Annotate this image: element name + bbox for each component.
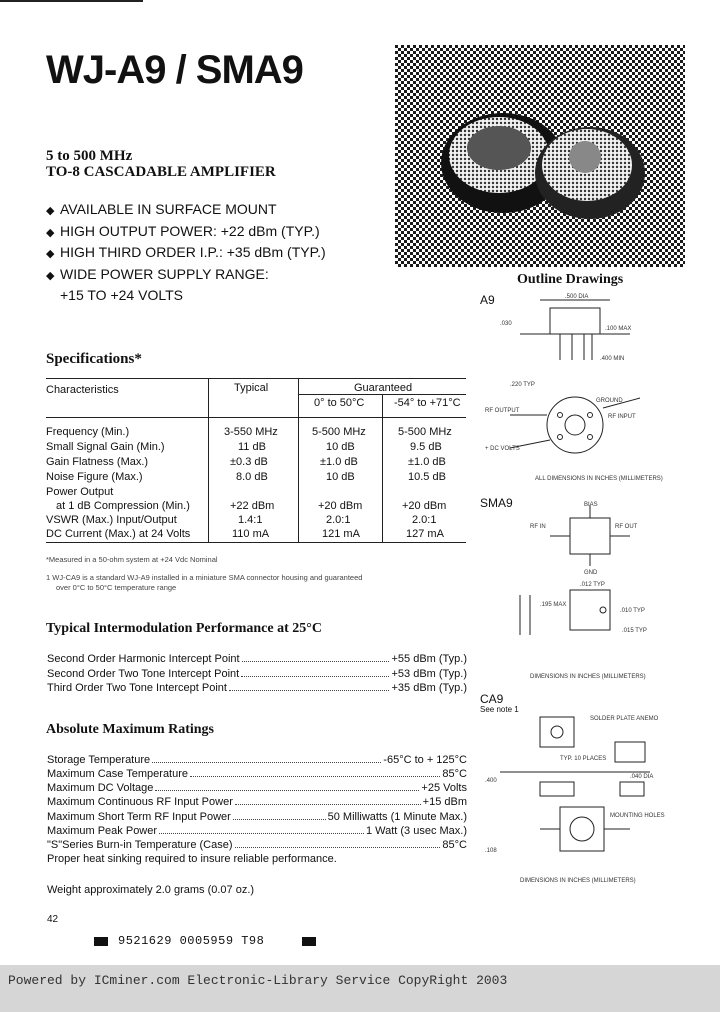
weight-note: Weight approximately 2.0 grams (0.07 oz.): [47, 884, 255, 896]
svg-text:SOLDER PLATE ANEMO: SOLDER PLATE ANEMO: [590, 716, 659, 722]
barcode-mark-right: [302, 937, 316, 946]
diamond-bullet-icon: ◆: [46, 226, 55, 239]
svg-text:DIMENSIONS IN INCHES (MILLIMET: DIMENSIONS IN INCHES (MILLIMETERS): [530, 674, 646, 680]
svg-text:BIAS: BIAS: [584, 502, 598, 508]
svg-text:TYP. 10 PLACES: TYP. 10 PLACES: [560, 756, 607, 762]
spec-footnote-1: 1 WJ-CA9 is a standard WJ-A9 installed in a miniature SMA connector housing and guaranteed: [46, 573, 363, 582]
absmax-row: Storage Temperature -65°C to + 125°C: [47, 754, 467, 766]
svg-text:.108: .108: [485, 848, 497, 854]
col-characteristics: Characteristics: [46, 384, 119, 396]
svg-text:.400 MIN: .400 MIN: [600, 356, 625, 362]
svg-text:MOUNTING HOLES: MOUNTING HOLES: [610, 813, 665, 819]
ca9-note: See note 1: [480, 705, 519, 714]
intermod-heading: Typical Intermodulation Performance at 25°C: [46, 621, 322, 636]
svg-text:.010 TYP: .010 TYP: [620, 608, 645, 614]
absmax-row: Maximum Peak Power 1 Watt (3 usec Max.): [47, 825, 467, 837]
feature-item: ◆ AVAILABLE IN SURFACE MOUNT: [46, 200, 326, 222]
a9-label: A9: [480, 293, 495, 307]
feature-item: ◆ HIGH OUTPUT POWER: +22 dBm (TYP.): [46, 222, 326, 244]
svg-text:DIMENSIONS IN INCHES (MILLIMET: DIMENSIONS IN INCHES (MILLIMETERS): [520, 878, 636, 884]
product-photo: [395, 45, 685, 267]
col-guaranteed: Guaranteed: [354, 382, 413, 394]
svg-text:ALL DIMENSIONS IN INCHES (MILL: ALL DIMENSIONS IN INCHES (MILLIMETERS): [535, 476, 663, 482]
specifications-table: Characteristics Typical Guaranteed 0° to 50°C -54° to +71°C Frequency (Min.) 3-550 MHz 5-500 MHz 5-500 MHz Small Signal Gain (Min.) 11 dB 10 dB 9.5 dB Gain Flatness (Max.) ±0.3 dB ±1.0 dB ±1.0 dB Noise Figure (Max.) 8.0 dB 10 dB 10.5 dB Power Output at 1 dB Compression (Min.) +22 dBm +20 dBm +20 dBm VSWR (Max.) Input/Output 1.4:1 2.0:1 2.0:1 DC Current (Max.) at 24 Volts 110 mA 121 mA 127 mA: [46, 378, 466, 544]
svg-text:.040 DIA: .040 DIA: [630, 774, 654, 780]
spec-footnote-star: *Measured in a 50-ohm system at +24 Vdc Nominal: [46, 555, 218, 564]
svg-text:.195 MAX: .195 MAX: [540, 602, 567, 608]
absmax-row: "S"Series Burn-in Temperature (Case) 85°C: [47, 839, 467, 851]
svg-text:.400: .400: [485, 778, 497, 784]
col-range-54-71: -54° to +71°C: [394, 397, 461, 409]
feature-item: ◆ HIGH THIRD ORDER I.P.: +35 dBm (TYP.): [46, 243, 326, 265]
heat-sink-note: Proper heat sinking required to insure reliable performance.: [47, 853, 337, 865]
barcode-mark-left: [94, 937, 108, 946]
page-title: WJ-A9 / SMA9: [46, 48, 303, 92]
col-typical: Typical: [234, 382, 269, 394]
svg-text:RF INPUT: RF INPUT: [608, 414, 636, 420]
svg-text:.012 TYP: .012 TYP: [580, 582, 605, 588]
col-range-0-50: 0° to 50°C: [314, 397, 365, 409]
svg-text:GND: GND: [584, 570, 598, 576]
intermod-row: Second Order Two Tone Intercept Point +53 dBm (Typ.): [47, 668, 467, 680]
svg-text:RF OUTPUT: RF OUTPUT: [485, 408, 520, 414]
diamond-bullet-icon: ◆: [46, 248, 55, 260]
diamond-bullet-icon: ◆: [46, 205, 55, 217]
spec-footnote-1b: over 0°C to 50°C temperature range: [56, 583, 177, 592]
ca9-outline-drawing: [480, 712, 710, 892]
svg-text:.100 MAX: .100 MAX: [605, 326, 632, 332]
barcode-text: 9521629 0005959 T98: [118, 934, 265, 948]
sma9-label: SMA9: [480, 496, 513, 510]
sma9-outline-drawing: [500, 500, 710, 690]
diamond-bullet-icon: ◆: [46, 269, 55, 282]
svg-text:RF IN: RF IN: [530, 524, 546, 530]
page-number: 42: [47, 914, 59, 925]
feature-item: ◆ WIDE POWER SUPPLY RANGE:: [46, 265, 326, 287]
svg-text:RF OUT: RF OUT: [615, 524, 638, 530]
svg-text:+ DC VOLTS: + DC VOLTS: [485, 446, 520, 452]
svg-text:.030: .030: [500, 321, 512, 327]
svg-text:.220 TYP: .220 TYP: [510, 382, 535, 388]
product-subtitle: TO-8 CASCADABLE AMPLIFIER: [46, 164, 276, 180]
svg-text:.500 DIA: .500 DIA: [565, 294, 589, 300]
ca9-label: CA9: [480, 692, 504, 706]
feature-continuation: +15 TO +24 VOLTS: [60, 287, 183, 303]
outline-heading: Outline Drawings: [517, 272, 624, 287]
intermod-row: Third Order Two Tone Intercept Point +35 dBm (Typ.): [47, 682, 467, 694]
specs-heading: Specifications*: [46, 351, 142, 367]
absmax-row: Maximum Short Term RF Input Power 50 Milliwatts (1 Minute Max.): [47, 811, 467, 823]
absmax-row: Maximum DC Voltage +25 Volts: [47, 782, 467, 794]
top-rule: [0, 0, 143, 2]
absmax-row: Maximum Continuous RF Input Power +15 dBm: [47, 796, 467, 808]
frequency-range: 5 to 500 MHz: [46, 148, 133, 164]
absmax-row: Maximum Case Temperature 85°C: [47, 768, 467, 780]
footer-copyright: Powered by ICminer.com Electronic-Library Service CopyRight 2003: [8, 973, 508, 988]
absmax-heading: Absolute Maximum Ratings: [46, 722, 215, 737]
svg-text:GROUND: GROUND: [596, 398, 623, 404]
svg-text:.015 TYP: .015 TYP: [622, 628, 647, 634]
a9-outline-drawing: [480, 290, 710, 490]
feature-list: [46, 200, 326, 306]
intermod-row: Second Order Harmonic Intercept Point +55 dBm (Typ.): [47, 653, 467, 665]
